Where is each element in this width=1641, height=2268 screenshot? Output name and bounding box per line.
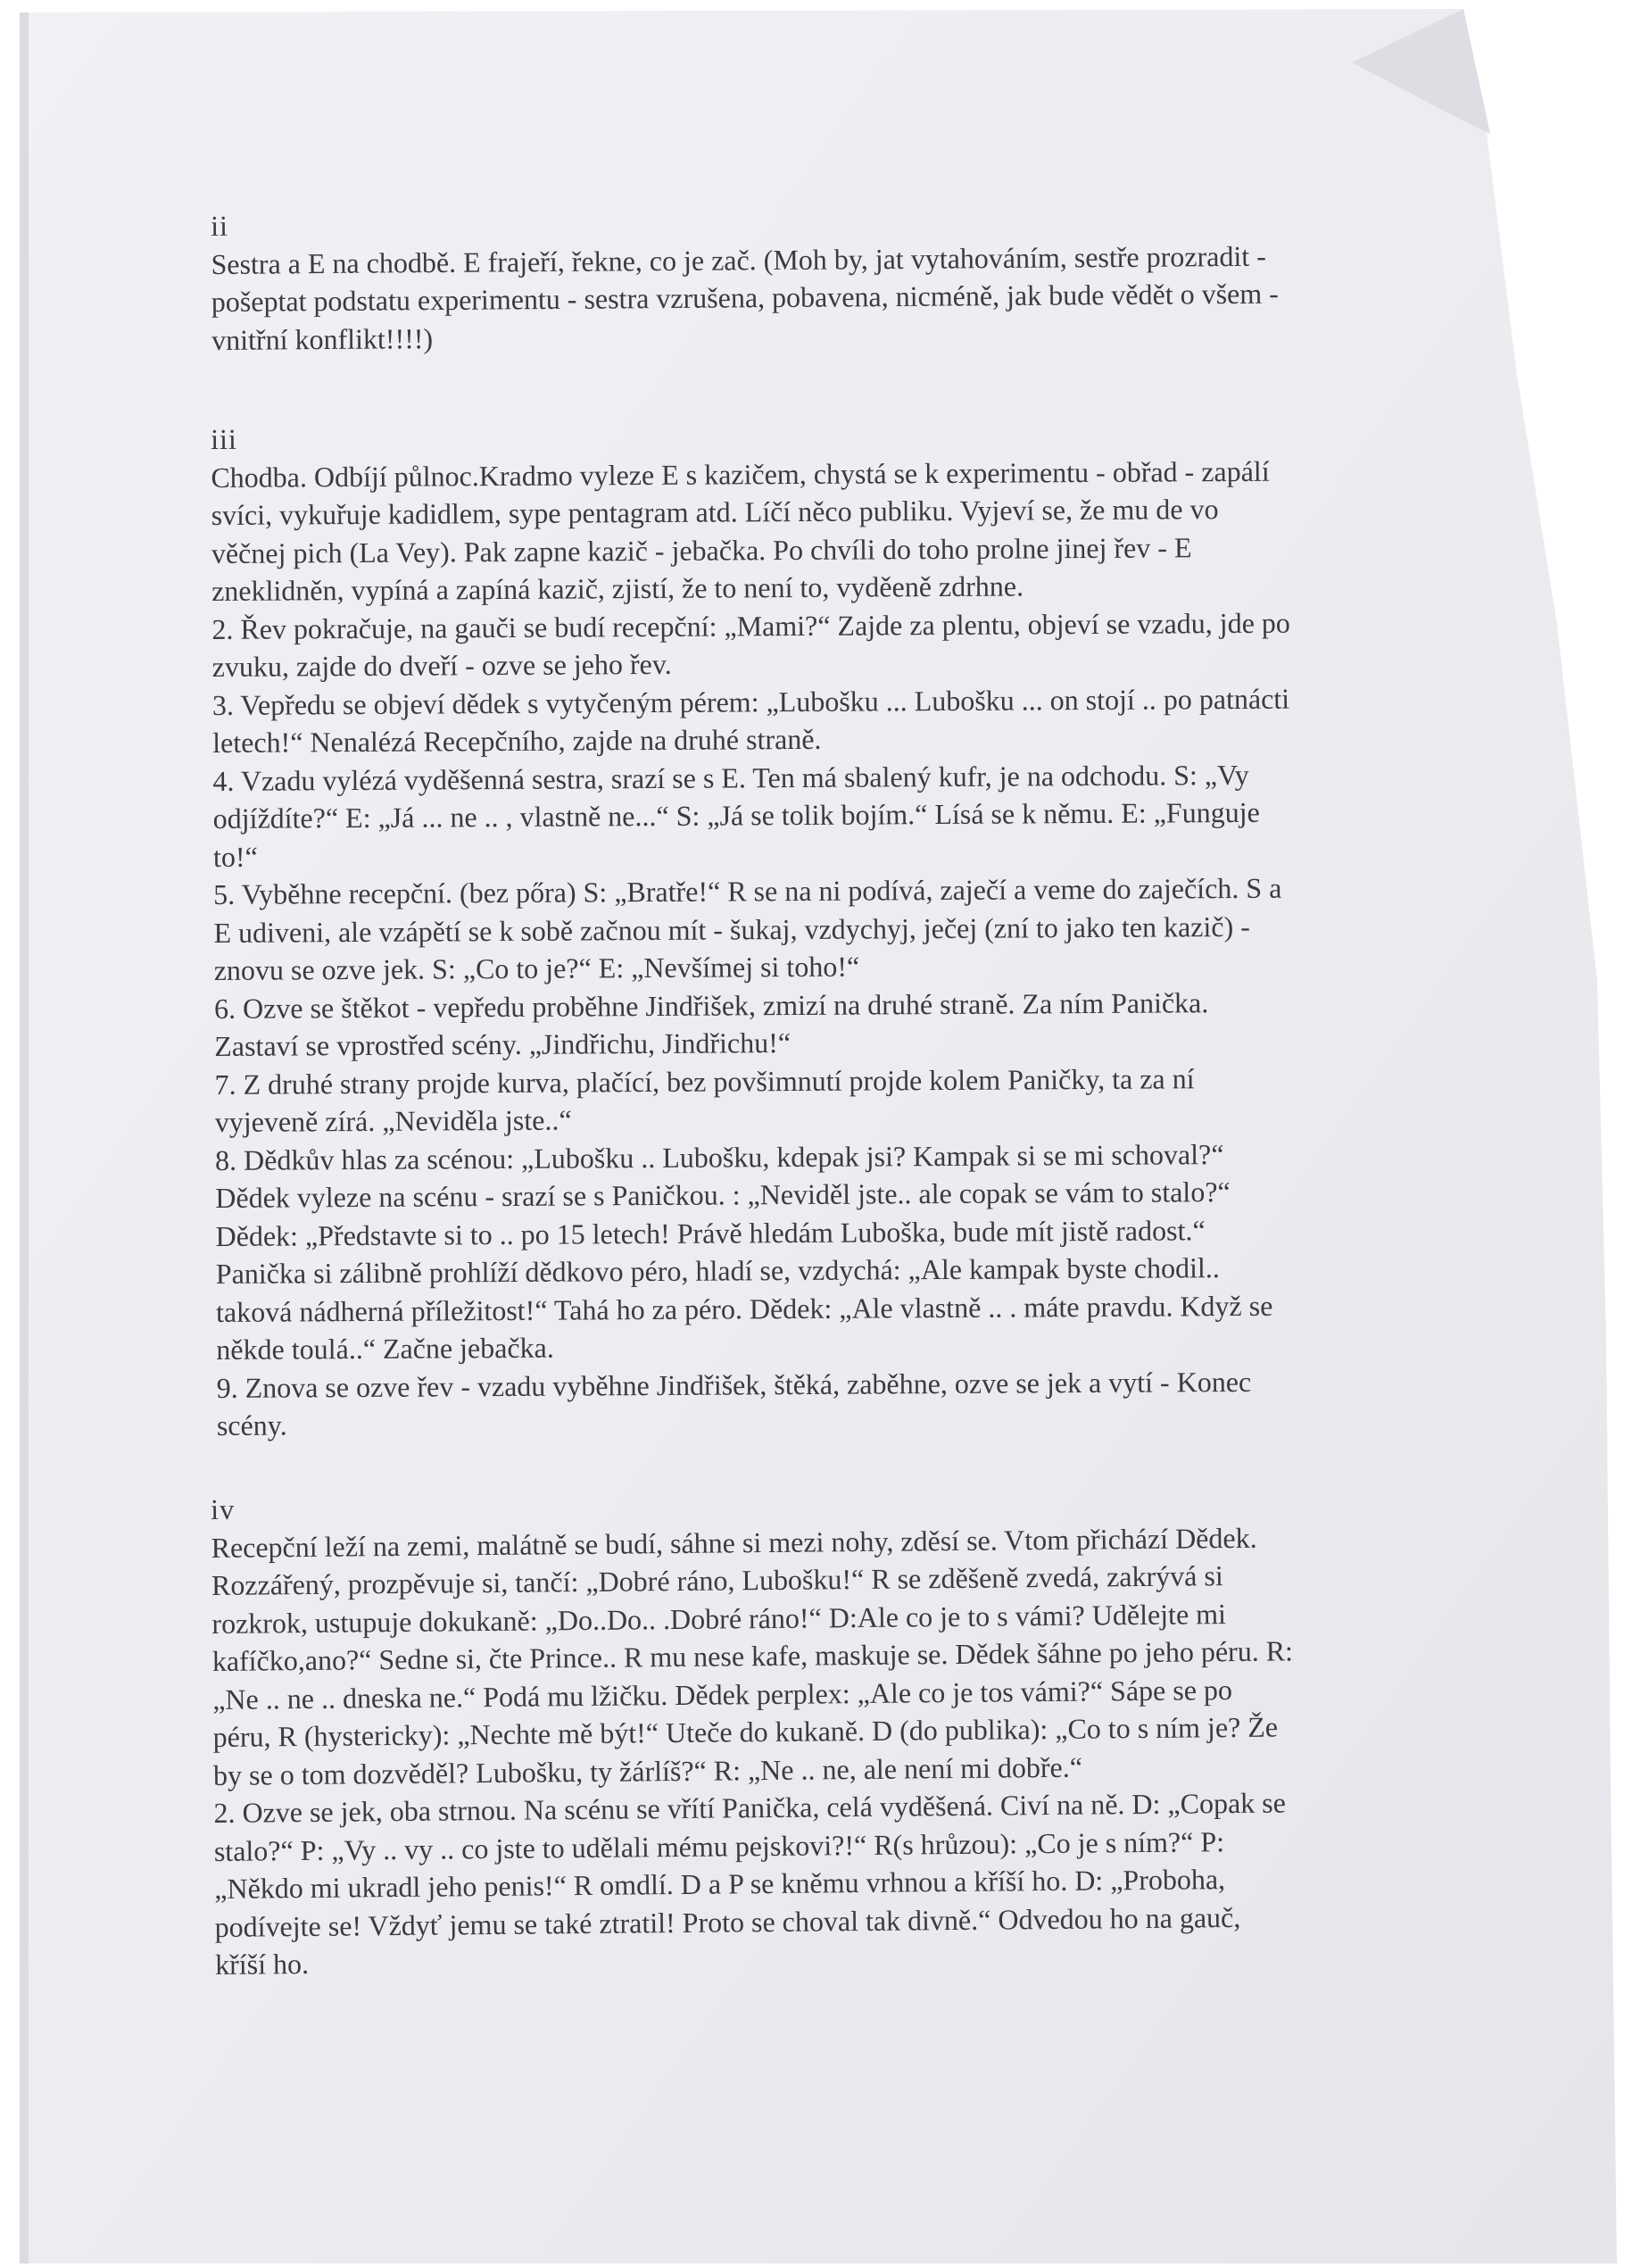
text-line: 3. Vepředu se objeví dědek s vytyčeným pérem: „Lubošku ... Lubošku ... on stojí .. po patnácti <box>211 682 1290 721</box>
text-line: 2. Ozve se jek, oba strnou. Na scénu se vřítí Panička, celá vyděšená. Civí na ně. D: „Copak se <box>213 1786 1287 1829</box>
text-line: někde toulá..“ Začne jebačka. <box>216 1331 554 1366</box>
text-line: vnitřní konflikt!!!!) <box>211 321 434 356</box>
text-line: 8. Dědkův hlas za scénou: „Lubošku .. Lubošku, kdepak jsi? Kampak si se mi schoval?“ <box>214 1137 1224 1176</box>
text-line: Sestra a E na chodbě. E frajeří, řekne, co je zač. (Moh by, jat vytahováním, sestře prozradit - <box>211 239 1266 280</box>
text-line: věčnej pich (La Vey). Pak zapne kazič - jebačka. Po chvíli do toho prolne jinej řev - E <box>211 530 1192 569</box>
text-line: 7. Z druhé strany projde kurva, plačící, bez povšimnutí projde kolem Paničky, ta za ní <box>214 1061 1195 1101</box>
section-numeral: iv <box>211 1492 236 1525</box>
text-line: stalo?“ P: „Vy .. vy .. co jste to udělali mému pejskovi?!“ R(s hrůzou): „Co je s ním?“ P: <box>213 1824 1225 1867</box>
text-line: „Někdo mi ukradl jeho penis!“ R omdlí. D a P se kněmu vrhnou a kříší ho. D: „Proboha, <box>214 1863 1226 1905</box>
text-line: Chodba. Odbíjí půlnoc.Kradmo vyleze E s kazičem, chystá se k experimentu - obřad - zapálí <box>211 454 1270 494</box>
text-line: svíci, vykuřuje kadidlem, sype pentagram atd. Líčí něco publiku. Vyjeví se, že mu de vo <box>211 493 1219 531</box>
text-line: by se o tom dozvěděl? Lubošku, ty žárlíš?“ R: „Ne .. ne, ale není mi dobře.“ <box>212 1750 1083 1791</box>
text-line: zneklidněn, vypíná a zapíná kazič, zjistí, že to není to, vyděeně zdrhne. <box>211 569 1024 607</box>
text-line: taková nádherná příležitost!“ Tahá ho za péro. Dědek: „Ale vlastně .. . máte pravdu. Když se <box>215 1289 1273 1328</box>
text-line: podívejte se! Vždyť jemu se také ztratil! Proto se choval tak divně.“ Odvedou ho na gauč, <box>214 1900 1241 1943</box>
section-2 <box>211 197 1452 359</box>
text-line: odjíždíte?“ E: „Já ... ne .. , vlastně ne...“ S: „Já se tolik bojím.“ Lísá se k němu. E: „Funguje <box>212 795 1260 835</box>
text-line: kafíčko,ano?“ Sedne si, čte Prince.. R mu nese kafe, maskuje se. Dědek šáhne po jeho péru. R: <box>211 1634 1294 1677</box>
section-numeral: ii <box>211 209 229 242</box>
text-line: Rozzářený, prozpěvuje si, tančí: „Dobré ráno, Lubošku!“ R se zděšeně zvedá, zakrývá si <box>211 1559 1223 1601</box>
text-line: pošeptat podstatu experimentu - sestra vzrušena, pobavena, nicméně, jak bude vědět o všem - <box>211 277 1279 318</box>
text-line: letech!“ Nenalézá Recepčního, zajde na druhé straně. <box>212 722 822 759</box>
section-3 <box>211 413 1457 1445</box>
text-line: Panička si zálibně prohlíží dědkovo péro, hladí se, vzdychá: „Ale kampak byste chodil.. <box>215 1251 1220 1290</box>
text-line: zvuku, zajde do dveří - ozve se jeho řev. <box>211 647 672 683</box>
text-line: Recepční leží na zemi, malátně se budí, sáhne si mezi nohy, zděsí se. Vtom přichází Dědek. <box>211 1521 1257 1564</box>
text-line: kříší ho. <box>214 1947 310 1981</box>
text-line: 5. Vyběhne recepční. (bez pőra) S: „Bratře!“ R se na ni podívá, zaječí a veme do zaječích. S a <box>213 871 1282 910</box>
text-line: 9. Znova se ozve řev - vzadu vyběhne Jindřišek, štěká, zaběhne, ozve se jek a vytí - Konec <box>216 1365 1252 1404</box>
section-numeral: iii <box>211 422 237 455</box>
text-line: Zastaví se vprostřed scény. „Jindřichu, Jindřichu!“ <box>214 1026 791 1062</box>
text-line: vyjeveně zírá. „Neviděla jste..“ <box>214 1103 572 1138</box>
text-line: E udiveni, ale vzápětí se k sobě začnou mít - šukaj, vzdychyj, ječej (zní to jako ten kazič) - <box>213 910 1250 949</box>
text-line: 6. Ozve se štěkot - vepředu proběhne Jindřišek, zmizí na druhé straně. Za ním Panička. <box>213 985 1209 1025</box>
text-line: péru, R (hystericky): „Nechte mě být!“ Uteče do kukaně. D (do publika): „Co to s ním je? Že <box>212 1710 1279 1753</box>
text-line: Dědek vyleze na scénu - srazí se s Paničkou. : „Neviděl jste.. ale copak se vám to stalo?“ <box>215 1176 1231 1214</box>
section-4 <box>211 1479 1455 1984</box>
text-line: 2. Řev pokračuje, na gauči se budí recepční: „Mami?“ Zajde za plentu, objeví se vzadu, jde po <box>211 606 1290 645</box>
text-line: Dědek: „Představte si to .. po 15 letech! Právě hledám Luboška, bude mít jistě radost.“ <box>215 1213 1206 1252</box>
text-line: 4. Vzadu vylézá vyděšenná sestra, srazí se s E. Ten má sbalený kufr, je na odchodu. S: „Vy <box>212 758 1249 797</box>
text-line: to!“ <box>212 840 258 873</box>
text-line: rozkrok, ustupuje dokukaně: „Do..Do.. .Dobré ráno!“ D:Ale co je to s vámi? Udělejte mi <box>211 1597 1227 1640</box>
text-line: znovu se ozve jek. S: „Co to je?“ E: „Nevšímej si toho!“ <box>213 950 860 986</box>
text-line: scény. <box>216 1408 287 1441</box>
text-line: „Ne .. ne .. dneska ne.“ Podá mu lžičku. Dědek perplex: „Ale co je tos vámi?“ Sápe se po <box>212 1673 1233 1716</box>
